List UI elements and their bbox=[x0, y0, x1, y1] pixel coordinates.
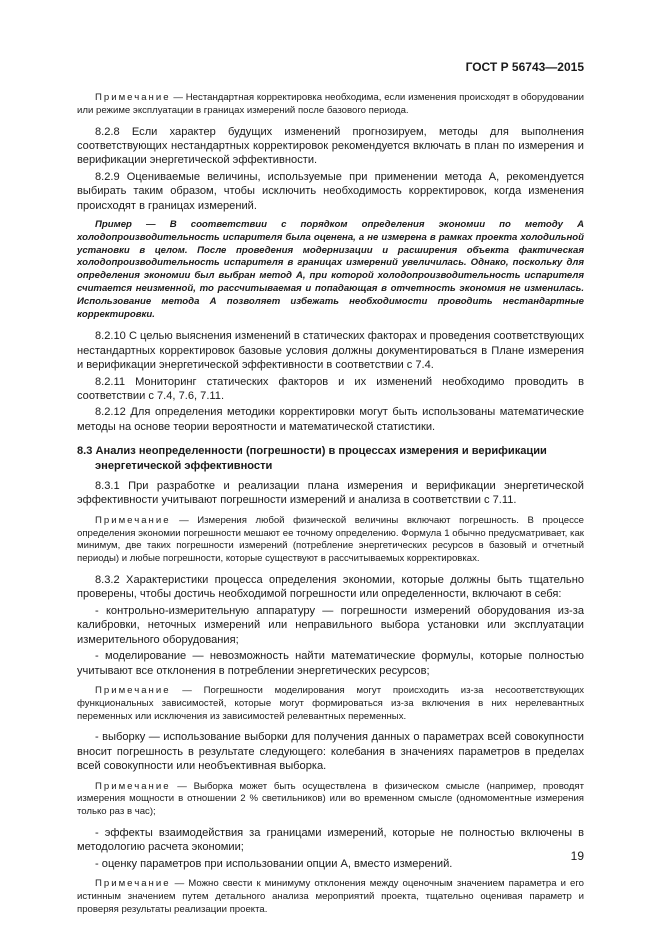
note-label: Примечание bbox=[95, 878, 171, 890]
note-label: Примечание bbox=[95, 684, 171, 696]
note-label: Примечание bbox=[95, 780, 171, 792]
standard-number: ГОСТ Р 56743—2015 bbox=[465, 60, 584, 74]
note-text: — Нестандартная корректировка необходима, если изменения происходят в оборудовании или режиме эксплуатации в границах измерений после базового периода. bbox=[77, 92, 584, 116]
clause-8-3-1: 8.3.1 При разработке и реализации плана измерения и верификации энергетической эффективности учитывают погрешности измерений и анализа в соответствии с 7.11. bbox=[77, 480, 584, 507]
note-text: — Измерения любой физической величины включают погрешность. В процессе определения экономии погрешности мешают ее точному определению. Формула 1 обычно предусматривает, как минимум, две таких погрешности измерений (потребление энергетических ресурсов в базовый и отчетный периоды) и любые погрешности, которые существуют в рассчитываемых корректировках. bbox=[77, 514, 584, 565]
list-item: - контрольно-измерительную аппаратуру — погрешности измерений оборудования из-за калибровки, неточных измерений или неправильного выбора установки или эксплуатации измерительного оборудования; bbox=[77, 604, 584, 646]
clause-8-2-8: 8.2.8 Если характер будущих изменений прогнозируем, методы для выполнения соответствующих нестандартных корректировок рекомендуется включать в план по измерения и верификации энергетической эффективности. bbox=[77, 125, 584, 167]
note-paragraph bbox=[77, 781, 584, 819]
note-label: Примечание bbox=[95, 92, 171, 103]
clause-8-2-9: 8.2.9 Оцениваемые величины, используемые при применении метода А, рекомендуется выбирать таким образом, чтобы исключить необходимость корректировок, когда изменения происходят в границах измерений. bbox=[77, 170, 584, 212]
list-item: - оценку параметров при использовании опции А, вместо измерений. bbox=[95, 857, 453, 870]
clause-8-2-11: 8.2.11 Мониторинг статических факторов и их изменений необходимо проводить в соответствии с 7.4, 7.6, 7.11. bbox=[77, 375, 584, 403]
section-heading-8-3: 8.3 Анализ неопределенности (погрешности) в процессах измерения и верификации энергетической эффективности bbox=[77, 445, 547, 472]
page-number: 19 bbox=[570, 849, 584, 863]
list-item: - выборку — использование выборки для получения данных о параметрах всей совокупности вносит погрешность в результате следующего: колебания в значениях параметров в пределах всей совокупности или необъективная выборка. bbox=[77, 731, 584, 773]
note-text: — Выборка может быть осуществлена в физическом смысле (например, проводят измерения мощности в отношении 2 % светильников) или во временном смысле (одномоментные измерения только раз в час); bbox=[77, 780, 584, 818]
example-paragraph: Пример — В соответствии с порядком определения экономии по методу А холодопроизводительность испарителя была оценена, а не измерена в рамках проекта холодильной установки в целом. После проведения модернизации и расширения объекта фактическая холодопроизводительность испарителя в границах измерений увеличилась. Однако, поскольку для определения экономии был выбран метод А, при которой холодопроизводительность испарителя считается неизменной, то рассчитываемая и попадающая в отчетность экономия не изменилась. Использование метода А позволяет избежать необходимости проводить нестандартные корректировки. bbox=[77, 219, 584, 320]
note-paragraph bbox=[77, 685, 584, 723]
note-text: — Погрешности моделирования могут происходить из-за несоответствующих функциональных зависимостей, которые могут формироваться из-за включения в них нерелевантных переменных или исключения из зависимостей релевантных переменных. bbox=[77, 684, 584, 722]
list-item: - моделирование — невозможность найти математические формулы, которые полностью учитывают все отклонения в потреблении энергетических ресурсов; bbox=[77, 650, 584, 677]
note-text: — Можно свести к минимуму отклонения между оценочным значением параметра и его истинным значением путем детального анализа мероприятий проекта, тщательно оценивая параметр и проверяя результаты реализации проекта. bbox=[77, 878, 584, 915]
note-paragraph bbox=[77, 92, 584, 118]
note-paragraph bbox=[77, 515, 584, 566]
clause-8-2-10: 8.2.10 С целью выяснения изменений в статических факторах и проведения соответствующих нестандартных корректировок базовые условия должны документироваться в Плане измерения и верификации энергетической эффективности в соответствии с 7.4. bbox=[77, 330, 584, 372]
clause-8-2-12: 8.2.12 Для определения методики корректировки могут быть использованы математические методы на основе теории вероятности и математической статистики. bbox=[77, 406, 584, 433]
note-paragraph bbox=[77, 878, 584, 916]
clause-8-3-2: 8.3.2 Характеристики процесса определения экономии, которые должны быть тщательно проверены, чтобы достичь необходимой погрешности или определенности, включают в себя: bbox=[77, 574, 584, 601]
note-label: Примечание bbox=[95, 514, 171, 526]
page-content bbox=[77, 92, 584, 924]
list-item: - эффекты взаимодействия за границами измерений, которые не полностью включены в методологию расчета экономии; bbox=[77, 826, 584, 854]
